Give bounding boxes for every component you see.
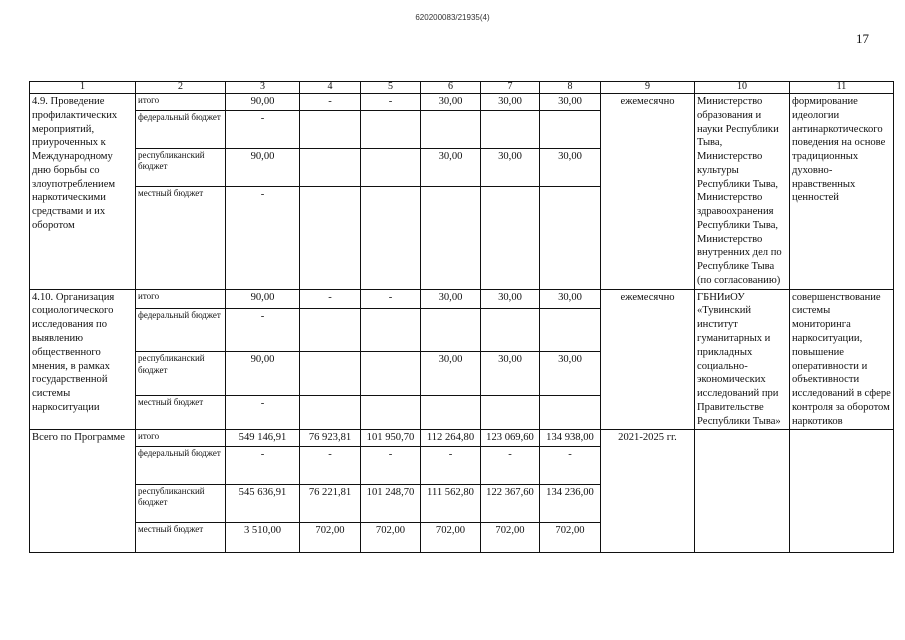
column-number: 6 [421, 82, 481, 94]
funding-source: итого [136, 289, 226, 308]
funding-value: 702,00 [300, 522, 361, 552]
funding-value [421, 308, 481, 352]
funding-value: 30,00 [421, 94, 481, 111]
funding-source: республиканский бюджет [136, 352, 226, 396]
funding-value: 30,00 [540, 94, 601, 111]
funding-value [361, 148, 421, 186]
funding-value: 30,00 [421, 289, 481, 308]
funding-value: 30,00 [481, 148, 540, 186]
funding-value [421, 187, 481, 290]
column-number: 9 [601, 82, 695, 94]
funding-value [361, 352, 421, 396]
column-number: 1 [30, 82, 136, 94]
funding-value: 76 923,81 [300, 430, 361, 447]
funding-value: - [361, 94, 421, 111]
funding-value [481, 187, 540, 290]
funding-value [481, 110, 540, 148]
funding-source: местный бюджет [136, 522, 226, 552]
funding-source: республиканский бюджет [136, 148, 226, 186]
funding-value: 134 236,00 [540, 484, 601, 522]
funding-source: республиканский бюджет [136, 484, 226, 522]
column-number: 5 [361, 82, 421, 94]
funding-value: - [226, 446, 300, 484]
funding-value: 30,00 [421, 352, 481, 396]
funding-value: 702,00 [540, 522, 601, 552]
funding-value: - [226, 187, 300, 290]
funding-value: 111 562,80 [421, 484, 481, 522]
column-number: 4 [300, 82, 361, 94]
funding-row [30, 430, 894, 447]
period-cell: ежемесячно [601, 289, 695, 430]
funding-value [540, 187, 601, 290]
funding-value: - [226, 308, 300, 352]
program-table [29, 81, 894, 553]
funding-value: 90,00 [226, 352, 300, 396]
funding-value: 90,00 [226, 148, 300, 186]
funding-value [361, 308, 421, 352]
funding-value: 30,00 [481, 289, 540, 308]
funding-value: 134 938,00 [540, 430, 601, 447]
funding-source: федеральный бюджет [136, 446, 226, 484]
executor-cell: Министерство образования и науки Республики Тыва, Министерство культуры Республики Тыва, Министерство здравоохранения Республики Тыва, Министерство внутренних дел по Республике Тыва (по согласованию) [695, 94, 790, 290]
activity-cell: 4.9. Проведение профилактических мероприятий, приуроченных к Международному дню борьбы со злоупотреблением наркотическими средствами и их оборотом [30, 94, 136, 290]
funding-value: 101 950,70 [361, 430, 421, 447]
funding-value: - [226, 395, 300, 429]
funding-value: 30,00 [540, 148, 601, 186]
funding-value: 30,00 [540, 352, 601, 396]
page-number: 17 [856, 31, 869, 46]
column-number: 2 [136, 82, 226, 94]
activity-cell: 4.10. Организация социологического исследования по выявлению общественного мнения, в рамках государственной системы наркоситуации [30, 289, 136, 430]
funding-value [361, 395, 421, 429]
column-number: 3 [226, 82, 300, 94]
activity-cell: Всего по Программе [30, 430, 136, 553]
funding-value: 549 146,91 [226, 430, 300, 447]
column-number: 7 [481, 82, 540, 94]
funding-value: - [300, 446, 361, 484]
column-number: 11 [790, 82, 894, 94]
funding-row [30, 289, 894, 308]
funding-value: 30,00 [481, 94, 540, 111]
funding-value: 90,00 [226, 289, 300, 308]
funding-value: 76 221,81 [300, 484, 361, 522]
funding-value: - [421, 446, 481, 484]
funding-value [540, 395, 601, 429]
funding-value: - [226, 110, 300, 148]
funding-value [300, 352, 361, 396]
funding-value [361, 187, 421, 290]
funding-source: итого [136, 94, 226, 111]
funding-value: 702,00 [361, 522, 421, 552]
document-id: 620200083/21935(4) [415, 13, 490, 22]
funding-value [481, 308, 540, 352]
funding-value [421, 110, 481, 148]
funding-value: - [481, 446, 540, 484]
funding-value [540, 110, 601, 148]
funding-row [30, 94, 894, 111]
funding-value: 30,00 [481, 352, 540, 396]
funding-value: - [540, 446, 601, 484]
funding-value [361, 110, 421, 148]
period-cell: ежемесячно [601, 94, 695, 290]
funding-value: - [300, 94, 361, 111]
funding-value [481, 395, 540, 429]
column-number-row [30, 82, 894, 94]
funding-value: 101 248,70 [361, 484, 421, 522]
funding-value: 90,00 [226, 94, 300, 111]
funding-value: 112 264,80 [421, 430, 481, 447]
funding-value: - [361, 446, 421, 484]
funding-value: 702,00 [421, 522, 481, 552]
column-number: 10 [695, 82, 790, 94]
result-cell [790, 430, 894, 553]
funding-value: 3 510,00 [226, 522, 300, 552]
funding-value: - [300, 289, 361, 308]
funding-value [300, 395, 361, 429]
funding-value: 123 069,60 [481, 430, 540, 447]
executor-cell: ГБНИиОУ «Тувинский институт гуманитарных и прикладных социально-экономических исследований при Правительстве Республики Тыва» [695, 289, 790, 430]
funding-source: федеральный бюджет [136, 110, 226, 148]
funding-value: 122 367,60 [481, 484, 540, 522]
funding-value: - [361, 289, 421, 308]
funding-source: местный бюджет [136, 187, 226, 290]
funding-source: федеральный бюджет [136, 308, 226, 352]
funding-value [300, 148, 361, 186]
result-cell: формирование идеологии антинаркотического поведения на основе традиционных духовно-нравственных ценностей [790, 94, 894, 290]
funding-value [300, 110, 361, 148]
funding-source: местный бюджет [136, 395, 226, 429]
funding-value [540, 308, 601, 352]
funding-value [300, 187, 361, 290]
executor-cell [695, 430, 790, 553]
funding-value: 30,00 [421, 148, 481, 186]
funding-value: 545 636,91 [226, 484, 300, 522]
funding-value [300, 308, 361, 352]
funding-value [421, 395, 481, 429]
period-cell: 2021-2025 гг. [601, 430, 695, 553]
result-cell: совершенствование системы мониторинга наркоситуации, повышение оперативности и объективности исследований в сфере контроля за оборотом наркотиков [790, 289, 894, 430]
funding-value: 702,00 [481, 522, 540, 552]
funding-value: 30,00 [540, 289, 601, 308]
funding-source: итого [136, 430, 226, 447]
column-number: 8 [540, 82, 601, 94]
